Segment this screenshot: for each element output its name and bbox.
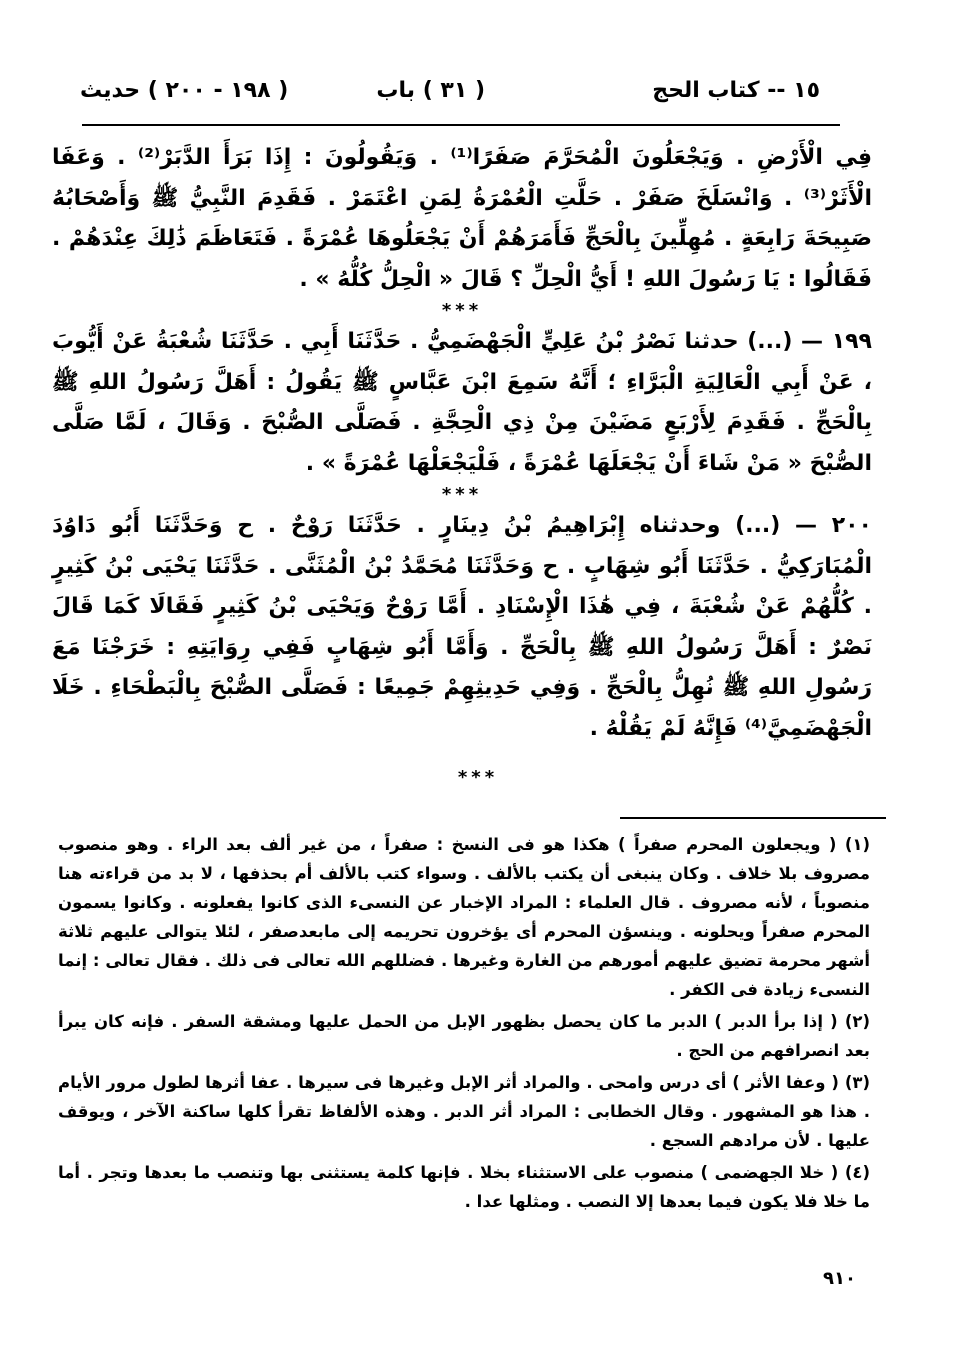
footnote-1: (١) ( ويجعلون المحرم صفراً ) هكذا هو فى النسخ : صفراً ، من غير ألف بعد الراء . وهو منصوب مصروف بلا خلاف . وكان ينبغى أن يكتب بالألف . وسواء كتب بالألف أم بحذفها ، لا بد من قراءته هنا منصوباً ، لأنه مصروف . قال العلماء : المراد الإخبار عن النسىء الذى كانوا يفعلونه . وكانوا يسمون المحرم صفراً ويحلونه . وينسؤن المحرم أى يؤخرون تحريمه إلى مابعدصفر ، لئلا يتوالى عليهم ثلاثة أشهر محرمة تضيق عليهم أمورهم من الغارة وغيرها . فضللهم الله تعالى فى ذلك . فقال تعالى : إنما النسىء زيادة فى الكفر .	[58, 835, 870, 999]
header-book-title: ١٥ -- كتاب الحج	[652, 78, 820, 103]
header-chapter: ( ٣١ ) باب	[376, 78, 485, 103]
footnote-2: (٢) ( إذا برأ الدبر ) الدبر ما كان يحصل بظهور الإبل من الحمل عليها ومشقة السفر . فإنه كان يبرأ بعد انصرافهم من الحج .	[58, 1012, 870, 1060]
hadith-200: ٢٠٠ — (...) وحدثناه إِبْرَاهِيمُ بْنُ دِينَارٍ . حَدَّثَنَا رَوْحٌ . ح وَحَدَّثَنَا أَبُو دَاوُدَ الْمُبَارَكِيُّ . حَدَّثَنَا أَبُو شِهَابٍ . ح وَحَدَّثَنَا مُحَمَّدُ بْنُ الْمُثَنَّى . حَدَّثَنَا يَحْيَى بْنُ كَثِيرٍ . كُلُّهُمْ عَنْ شُعْبَةَ ، فِي هَٰذَا الْإِسْنَادِ . أَمَّا رَوْحٌ وَيَحْيَى بْنُ كَثِيرٍ فَقَالَا كَمَا قَالَ نَصْرٌ : أَهَلَّ رَسُولُ اللهِ ﷺ بِالْحَجِّ . وَأَمَّا أَبُو شِهَابٍ فَفِي رِوَايَتِهِ : خَرَجْنَا مَعَ رَسُولِ اللهِ ﷺ نُهِلُّ بِالْحَجِّ . وَفِي حَدِيثِهِمْ جَمِيعًا : فَصَلَّى الصُّبْحَ بِالْبَطْحَاءِ . خَلَا الْجَهْضَمِيَّ⁽⁴⁾ فَإِنَّهُ لَمْ يَقُلْهُ .	[52, 513, 872, 741]
footnote-4: (٤) ( خلا الجهضمى ) منصوب على الاستثناء بخلا . فإنها كلمة يستثنى بها وتنصب ما بعدها وتجر . أما ما خلا فلا يكون فيما بعدها إلا النصب . ومثلها عدا .	[58, 1163, 870, 1211]
hadith-198-continuation: فِي الْأَرْضِ . وَيَجْعَلُونَ الْمُحَرَّمَ صَفَرًا⁽¹⁾ . وَيَقُولُونَ : إِذَا بَرَأَ الدَّبَرْ⁽²⁾ . وَعَفَا الْأَثَرْ⁽³⁾ . وَانْسَلَخَ صَفَرْ . حَلَّتِ الْعُمْرَةُ لِمَنِ اعْتَمَرْ . فَقَدِمَ النَّبِيُّ ﷺ وَأَصْحَابُهُ صَبِيحَةَ رَابِعَةٍ . مُهِلِّينَ بِالْحَجِّ فَأَمَرَهُمْ أَنْ يَجْعَلُوهَا عُمْرَةً . فَتَعَاظَمَ ذَٰلِكَ عِنْدَهُمْ . فَقَالُوا : يَا رَسُولَ اللهِ ! أَيُّ الْحِلِّ ؟ قَالَ « الْحِلُّ كُلُّهُ » .	[52, 145, 873, 292]
footnote-rule	[620, 817, 886, 819]
section-separator: ***	[457, 767, 499, 788]
hadith-199: ١٩٩ — (...) حدثنا نَصْرُ بْنُ عَلِيٍّ الْجَهْضَمِيُّ . حَدَّثَنَا أَبِي . حَدَّثَنَا شُعْبَةُ عَنْ أَيُّوبَ ، عَنْ أَبِي الْعَالِيَةِ الْبَرَّاءِ ؛ أَنَّهُ سَمِعَ ابْنَ عَبَّاسٍ ﷺ يَقُولُ : أَهَلَّ رَسُولُ اللهِ ﷺ بِالْحَجِّ . فَقَدِمَ لِأَرْبَعٍ مَضَيْنَ مِنْ ذِي الْحِجَّةِ . فَصَلَّى الصُّبْحَ . وَقَالَ ، لَمَّا صَلَّى الصُّبْحَ « مَنْ شَاءَ أَنْ يَجْعَلَهَا عُمْرَةً ، فَلْيَجْعَلْهَا عُمْرَةً » .	[52, 329, 872, 476]
section-separator: ***	[441, 300, 483, 321]
running-header	[80, 78, 840, 118]
main-text	[52, 138, 872, 749]
section-separator: ***	[441, 484, 483, 505]
footnote-3: (٣) ( وعفا الأثر ) أى درس وامحى . والمراد أثر الإبل وغيرها فى سيرها . عفا أثرها لطول مرور الأيام . هذا هو المشهور . وقال الخطابى : المراد أثر الدبر . وهذه الألفاظ تقرأ كلها ساكنة الآخر ، ويوقف عليها . لأن مرادهم السجع .	[58, 1073, 870, 1150]
footnotes	[58, 830, 870, 1219]
header-rule	[82, 124, 840, 126]
header-hadith-range: ( ١٩٨ - ٢٠٠ ) حديث	[80, 78, 289, 103]
page-number: ٩١٠	[823, 1268, 856, 1289]
